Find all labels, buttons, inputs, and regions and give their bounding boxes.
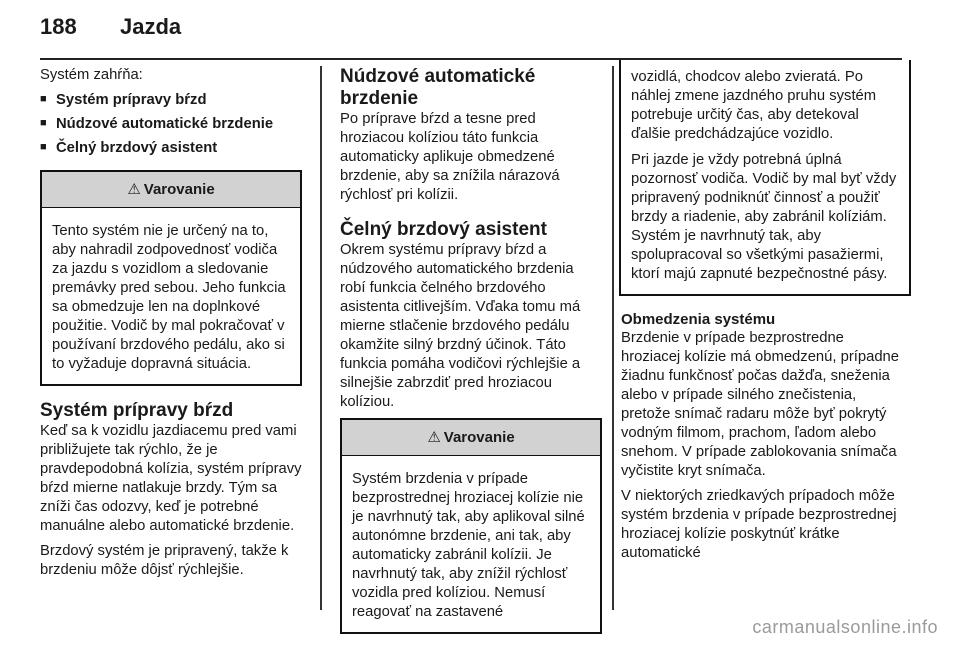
list-item: ■ Systém prípravy bŕzd <box>40 91 302 110</box>
section-title: Jazda <box>120 14 182 39</box>
column-1 <box>40 66 302 586</box>
paragraph: Keď sa k vozidlu jazdiacemu pred vami približujete tak rýchlo, že je pravdepodobná kolízia, systém prípravy bŕzd mierne natlakuje brzdy. Tým sa zníži čas odozvy, keď je potrebné manuálne alebo automatické brzdenie. <box>40 423 302 534</box>
section-heading: Núdzové automatické brzdenie <box>340 66 536 109</box>
warning-box-continued <box>619 60 911 296</box>
warning-title: Varovanie <box>443 429 515 446</box>
page-header <box>40 14 920 54</box>
watermark: carmanualsonline.info <box>752 617 938 637</box>
warning-text: Tento systém nie je určený na to, aby nahradil zodpovednosť vodiča za jazdu s vozidlom a sledovanie premávky pred sebou. Jeho funkcia sa obmedzuje len na doplnkové použitie. Vodič by mal pokračovať v používaní brzdového pedálu, ako si to vyžaduje dopravná situácia. <box>52 223 286 372</box>
warning-triangle-icon: ⚠ <box>427 429 441 446</box>
column-divider <box>612 66 614 610</box>
section-heading: Systém prípravy bŕzd <box>40 400 234 421</box>
paragraph: Brzdový systém je pripravený, takže k brzdeniu môže dôjsť rýchlejšie. <box>40 543 289 578</box>
column-divider <box>320 66 322 610</box>
section-heading: Obmedzenia systému <box>621 311 776 328</box>
warning-triangle-icon: ⚠ <box>127 181 141 198</box>
paragraph: V niektorých zriedkavých prípadoch môže systém brzdenia v prípade bezprostrednej hroziacej kolízie poskytnúť krátke automatické <box>621 488 897 561</box>
page-number: 188 <box>40 14 77 39</box>
paragraph: vozidlá, chodcov alebo zvieratá. Po náhlej zmene jazdného pruhu systém potrebuje určitý čas, aby detekoval ďalšie predchádzajúce vozidlo. <box>631 69 877 142</box>
warning-header <box>342 420 600 456</box>
intro-text: Systém zahŕňa: <box>40 67 143 83</box>
warning-box <box>340 418 602 634</box>
warning-box <box>40 170 302 386</box>
list-item: ■ Čelný brzdový asistent <box>40 139 302 158</box>
section-heading: Čelný brzdový asistent <box>340 219 547 240</box>
paragraph: Po príprave bŕzd a tesne pred hroziacou kolíziou táto funkcia automaticky aplikuje obmedzené brzdenie, aby sa znížila nárazová rýchlosť pri kolízii. <box>340 111 560 203</box>
feature-list <box>40 91 302 158</box>
column-3 <box>621 66 903 569</box>
paragraph: Pri jazde je vždy potrebná úplná pozornosť vodiča. Vodič by mal byť vždy pripravený podniknúť činnosť a použiť brzdy a riadenie, aby zabránil kolíziám. Systém je navrhnutý tak, aby spolupracoval so všetkými pasažiermi, ktorí majú zapnuté bezpečnostné pásy. <box>631 152 897 282</box>
list-item: ■ Núdzové automatické brzdenie <box>40 115 302 134</box>
warning-text: Systém brzdenia v prípade bezprostrednej hroziacej kolízie nie je navrhnutý tak, aby aplikoval silné autonómne brzdenie, ani tak, aby automaticky zabránil kolízii. Je navrhnutý tak, aby znížil rýchlosť vozidla pred kolíziou. Nemusí reagovať na zastavené <box>352 471 585 620</box>
warning-title: Varovanie <box>143 181 215 198</box>
paragraph: Okrem systému prípravy bŕzd a núdzového automatického brzdenia robí funkcia čelného brzdového asistenta citlivejším. Vďaka tomu má mierne stlačenie brzdového pedálu okamžite silný brzdný účinok. Táto funkcia pomáha vodičovi rýchlejšie a silnejšie zabrzdiť pred hroziacou kolíziou. <box>340 242 581 410</box>
paragraph: Brzdenie v prípade bezprostredne hroziacej kolízie má obmedzenú, prípadne žiadnu funkčnosť počas dažďa, sneženia alebo v prípade silného znečistenia, pretože snímač radaru môže byť pokrytý vodným filmom, prachom, ľadom alebo snehom. V prípade zablokovania snímača vyčistite kryt snímača. <box>621 330 900 479</box>
warning-header <box>42 172 300 208</box>
column-2 <box>340 66 602 646</box>
